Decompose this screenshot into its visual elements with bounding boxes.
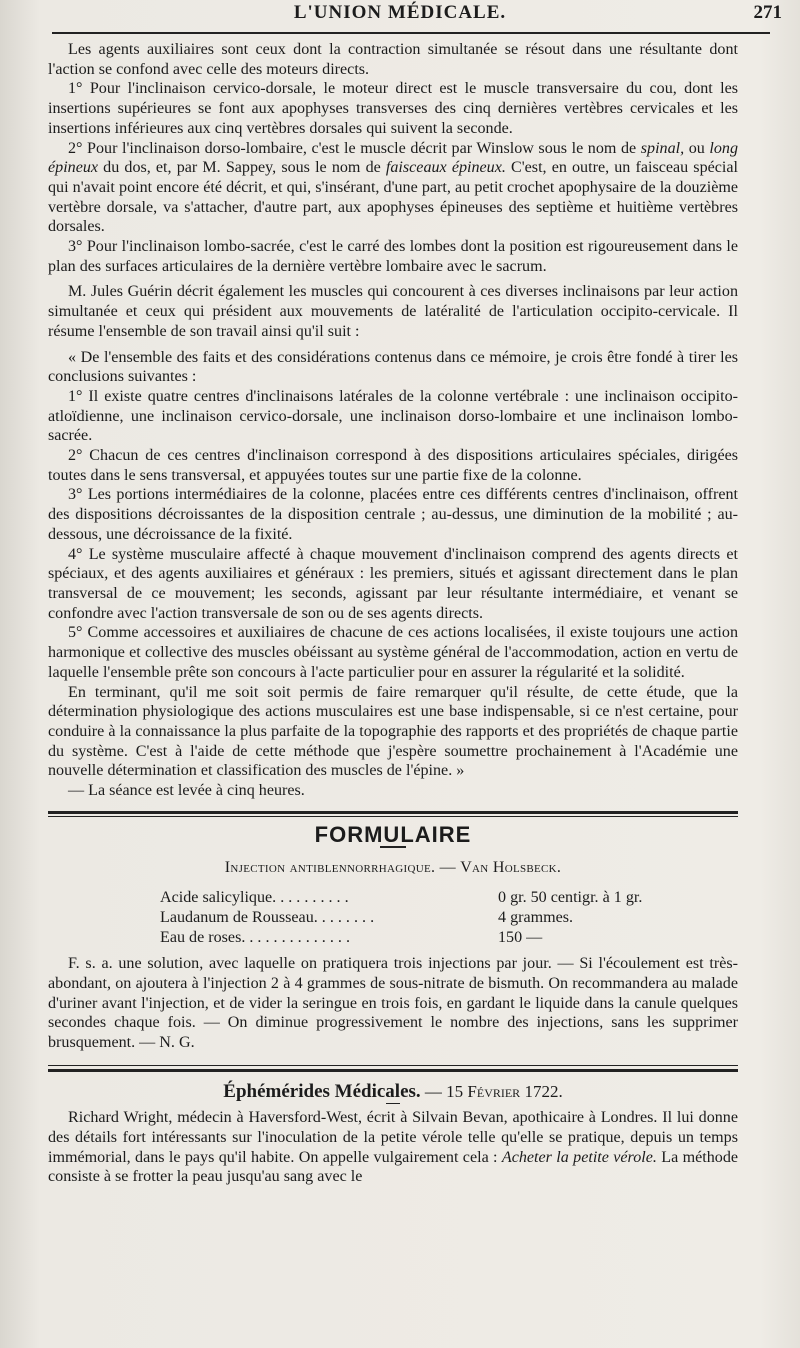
recipe-author: Van Holsbeck (460, 859, 557, 877)
paragraph: 5° Comme accessoires et auxiliaires de chacune de ces actions localisées, il existe toujours une action harmonique et collective des muscles obéissant au système général de l'accommodation, action en vertu de laquelle l'ensemble prête son concours à l'acte particulier pour en assurer la régularité et la solidité. (48, 624, 738, 681)
title-underline (380, 846, 406, 848)
text-run: ou (684, 139, 710, 157)
ephemerides-year: 1722. (520, 1081, 563, 1101)
text-run: 2° Pour l'inclinaison dorso-lombaire, c'est le muscle décrit par Winslow sous le nom de (68, 139, 641, 157)
ingredient-name: Laudanum de Rousseau. . . . . . . . (160, 909, 375, 927)
paragraph (48, 139, 738, 238)
ephemerides-month: Février (467, 1081, 521, 1101)
ephemerides-date-prefix: — 15 (420, 1081, 468, 1101)
ingredient-name: Acide salicylique. . . . . . . . . . (160, 889, 349, 907)
paragraph: 3° Pour l'inclinaison lombo-sacrée, c'est le carré des lombes dont la position est rigoureusement dans le plan des surfaces articulaires de la dernière vertèbre lombaire avec le sacrum. (48, 238, 738, 275)
ephemerides-heading: Éphémérides Médicales. (223, 1080, 421, 1102)
italic-run: faisceaux épineux. (385, 159, 506, 177)
recipe-separator: — (435, 859, 461, 877)
header-rule (52, 32, 770, 34)
paragraph: M. Jules Guérin décrit également les muscles qui concourent à ces diverses inclinaisons par leur action simultanée et ceux qui président aux mouvements de latéralité de l'articulation occipito-cervicale. Il résume l'ensemble de son travail ainsi qu'il suit : (48, 283, 738, 340)
ingredient-list (160, 888, 738, 948)
paragraph: 4° Le système musculaire affecté à chaque mouvement d'inclinaison comprend des agents directs et spéciaux, et des agents auxiliaires et généraux : les premiers, situés et agissant directement dans le plan transversal de ce mouvement; les seconds, agissant par leur résultante intermédiaire, et venant se confondre avec l'action transversale de son ou de ses agents directs. (48, 545, 738, 622)
ingredient-row (160, 888, 738, 908)
ingredient-name: Eau de roses. . . . . . . . . . . . . . (160, 929, 350, 947)
page-number: 271 (753, 2, 782, 23)
text-run: C'est, en outre, un faisceau spécial qui n'avait point encore été décrit, et qui, s'insérant, d'une part, au petit crochet apophysaire de la douzième vertèbre dorsale, va s'attacher, d'autre part, aux apophyses épineuses des septième et huitième vertèbres dorsales. (48, 159, 738, 236)
ingredient-quantity: 0 gr. 50 centigr. à 1 gr. (498, 889, 643, 907)
recipe-title (48, 858, 738, 878)
paragraph: En terminant, qu'il me soit soit permis de faire remarquer qu'il résulte, de cette étude, que la détermination physiologique des actions musculaires est une base indispensable, si ce n'est certaine, pour conduire à la connaissance la plus parfaite de la topographie des rapports et des propriétés de chaque partie du système. C'est à l'aide de cette méthode que j'espère soumettre prochainement à l'Académie une nouvelle détermination et classification des muscles de l'épine. » (48, 683, 738, 780)
text-run: du dos, et, par M. Sappey, sous le nom de (98, 159, 386, 177)
italic-run: Acheter la petite vérole. (501, 1148, 657, 1166)
title-underline (386, 1103, 400, 1104)
running-title: L'UNION MÉDICALE. (293, 2, 507, 23)
section-rule (48, 811, 738, 817)
section-title: FORMULAIRE (314, 821, 472, 847)
ingredient-quantity: 4 grammes. (498, 909, 574, 927)
article-body (48, 40, 738, 1187)
text-run: Richard Wright, médecin à Haversford-West, écrit à Silvain Bevan, apothicaire à Londres. Il lui donne des détails fort intéressants sur l'inoculation de la petite vérole telle qu'elle se pratique, depuis un temps immémorial, dans le pays qu'il habite. On appelle vulgairement cela : (48, 1109, 738, 1166)
paragraph: 3° Les portions intermédiaires de la colonne, placées entre ces différents centres d'inclinaison, offrent des dispositions décroissantes de la disposition centrale ; au-dessus, une diminution de la mobilité ; au-dessous, une décroissance de la fixité. (48, 486, 738, 543)
ingredient-quantity: 150 — (498, 929, 543, 947)
paragraph: « De l'ensemble des faits et des considérations contenus dans ce mémoire, je crois être fondé à tirer les conclusions suivantes : (48, 348, 738, 386)
recipe-period: . (556, 859, 562, 877)
text-run: La méthode consiste à se frotter la peau jusqu'au sang avec le (48, 1148, 739, 1186)
paragraph: 1° Il existe quatre centres d'inclinaisons latérales de la colonne vertébrale : une inclinaison occipito-atloïdienne, une inclinaison cervico-dorsale, une inclinaison dorso-lombaire et une inclinaison lombo-sacrée. (48, 387, 738, 445)
paragraph: 2° Chacun de ces centres d'inclinaison correspond à des dispositions articulaires spéciales, dirigées toutes dans le sens transversal, et appuyées toutes sur une partie fixe de la colonne. (48, 447, 738, 484)
recipe-name: Injection antiblennorrhagique. (224, 859, 436, 877)
recipe-instructions: F. s. a. une solution, avec laquelle on pratiquera trois injections par jour. — Si l'écoulement est très-abondant, on ajoutera à l'injection 2 à 4 grammes de sous-nitrate de bismuth. On recommandera au malade d'uriner avant l'injection, et de vider la seringue en trois fois, en gardant le liquide dans la canule quelques secondes chaque fois. — On diminue progressivement le nombre des injections, sans les supprimer brusquement. — N. G. (48, 955, 738, 1051)
ephemerides-title (48, 1082, 738, 1102)
page-header (0, 0, 800, 30)
paragraph: Les agents auxiliaires sont ceux dont la contraction simultanée se résout dans une résultante dont l'action se confond avec celle des moteurs directs. (48, 41, 738, 78)
section-rule (48, 1065, 738, 1072)
italic-run: long épineux (48, 139, 739, 177)
paragraph: — La séance est levée à cinq heures. (68, 782, 305, 800)
ingredient-row (160, 928, 738, 948)
ephemerides-text (48, 1108, 738, 1187)
ingredient-row (160, 908, 738, 928)
italic-run: spinal, (640, 139, 685, 157)
paragraph: 1° Pour l'inclinaison cervico-dorsale, le moteur direct est le muscle transversaire du cou, dont les insertions supérieures se font aux apophyses transverses des cinq dernières vertèbres cervicales et les insertions inférieures aux cinq vertèbres dorsales qui suivent la seconde. (48, 80, 738, 137)
